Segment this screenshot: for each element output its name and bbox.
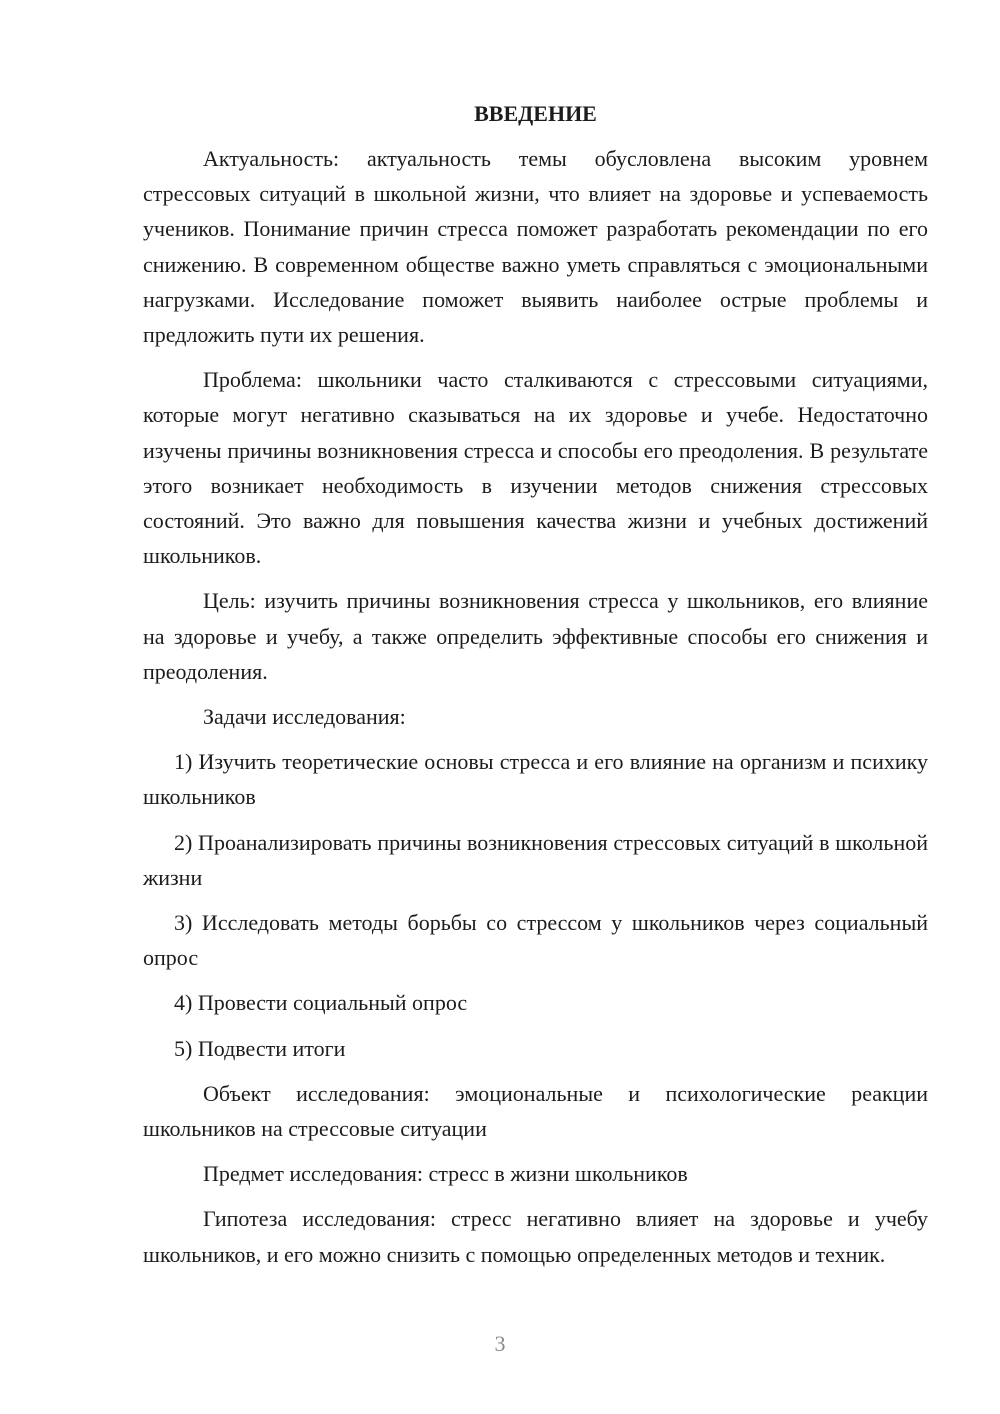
page-number: 3 [494, 1331, 506, 1356]
task-item-5: 5) Подвести итоги [174, 1035, 346, 1061]
task-item-1: 1) Изучить теоретические основы стресса и его влияние на организм и психику школьников [143, 749, 928, 810]
page-title: ВВЕДЕНИЕ [474, 101, 597, 126]
hypothesis-paragraph: Гипотеза исследования: стресс негативно влияет на здоровье и учебу школьников, и его можно снизить с помощью определенных методов и техник. [143, 1206, 928, 1267]
task-item-2: 2) Проанализировать причины возникновения стрессовых ситуаций в школьной жизни [143, 829, 928, 890]
subject-paragraph: Предмет исследования: стресс в жизни школьников [203, 1161, 688, 1187]
goal-paragraph: Цель: изучить причины возникновения стресса у школьников, его влияние на здоровье и учебу, а также определить эффективные способы его снижения и преодоления. [143, 588, 928, 684]
problem-paragraph: Проблема: школьники часто сталкиваются с стрессовыми ситуациями, которые могут негативно сказываться на их здоровье и учебе. Недостаточно изучены причины возникновения стресса и способы его преодоления. В результате этого возникает необходимость в изучении методов снижения стрессовых состояний. Это важно для повышения качества жизни и учебных достижений школьников. [143, 367, 928, 569]
document-body [143, 96, 928, 1282]
task-item-4: 4) Провести социальный опрос [174, 990, 468, 1016]
object-paragraph: Объект исследования: эмоциональные и психологические реакции школьников на стрессовые ситуации [143, 1080, 928, 1142]
task-item-3: 3) Исследовать методы борьбы со стрессом у школьников через социальный опрос [143, 910, 928, 971]
relevance-paragraph: Актуальность: актуальность темы обусловлена высоким уровнем стрессовых ситуаций в школьной жизни, что влияет на здоровье и успеваемость учеников. Понимание причин стресса поможет разработать рекомендации по его снижению. В современном обществе важно уметь справляться с эмоциональными нагрузками. Исследование поможет выявить наиболее острые проблемы и предложить пути их решения. [143, 146, 928, 348]
tasks-heading: Задачи исследования: [203, 704, 406, 730]
